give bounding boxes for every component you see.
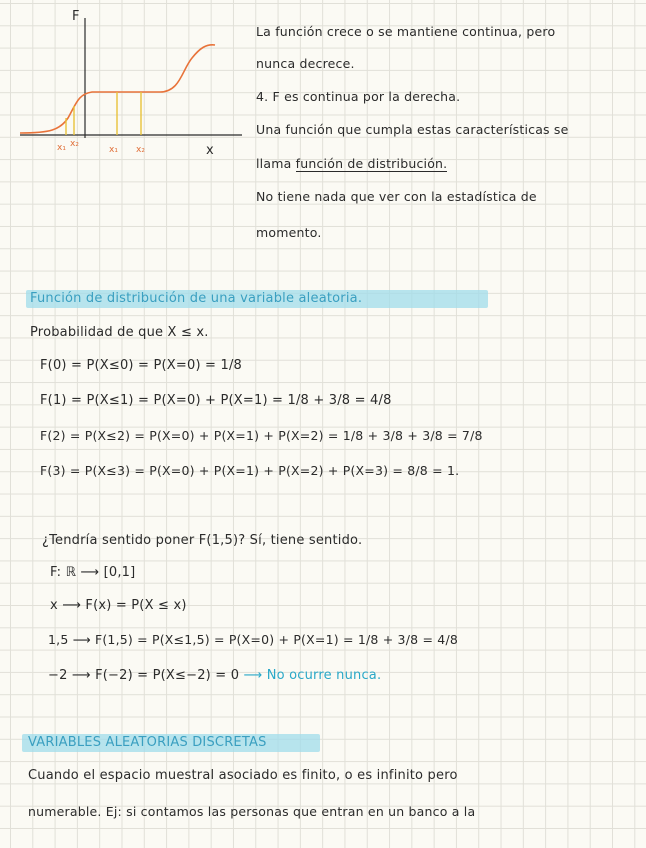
distribution-graph	[10, 0, 250, 170]
graph-x-label: x₂	[70, 139, 79, 149]
example-main: −2 ⟶ F(−2) = P(X≤−2) = 0	[48, 668, 240, 683]
section1-title: Función de distribución de una variable aleatoria.	[30, 291, 363, 306]
formula-f0: F(0) = P(X≤0) = P(X=0) = 1/8	[40, 358, 242, 373]
graph-y-axis-label: F	[72, 9, 80, 24]
section2-title: VARIABLES ALEATORIAS DISCRETAS	[28, 735, 267, 750]
intro-line: momento.	[256, 225, 322, 240]
intro-line: Una función que cumpla estas características se	[256, 122, 569, 137]
example-note: ⟶ No ocurre nunca.	[239, 668, 382, 683]
example-line	[48, 668, 381, 684]
intro-line: nunca decrece.	[256, 56, 355, 71]
intro-line-prefix: llama	[256, 156, 296, 171]
graph-x-label: x₁	[109, 145, 118, 155]
question-line: ¿Tendría sentido poner F(1,5)? Sí, tiene sentido.	[42, 533, 363, 548]
mapping-line: x ⟶ F(x) = P(X ≤ x)	[50, 598, 187, 613]
body-line: Cuando el espacio muestral asociado es finito, o es infinito pero	[28, 768, 458, 783]
intro-line: 4. F es continua por la derecha.	[256, 89, 461, 104]
mapping-line: F: ℝ ⟶ [0,1]	[50, 565, 136, 580]
formula-f1: F(1) = P(X≤1) = P(X=0) + P(X=1) = 1/8 + 3/8 = 4/8	[40, 393, 392, 408]
graph-x-label: x₁	[57, 143, 66, 153]
intro-line	[256, 156, 447, 172]
formula-f2: F(2) = P(X≤2) = P(X=0) + P(X=1) + P(X=2) = 1/8 + 3/8 + 3/8 = 7/8	[40, 428, 483, 443]
distribution-function-term: función de distribución.	[295, 156, 448, 171]
body-line: numerable. Ej: si contamos las personas que entran en un banco a la	[28, 804, 476, 819]
probability-line: Probabilidad de que X ≤ x.	[30, 325, 209, 340]
graph-x-axis-label: x	[206, 143, 214, 158]
intro-line: La función crece o se mantiene continua, pero	[256, 24, 556, 39]
formula-f3: F(3) = P(X≤3) = P(X=0) + P(X=1) + P(X=2) + P(X=3) = 8/8 = 1.	[40, 463, 460, 478]
graph-x-label: x₂	[136, 145, 145, 155]
intro-line: No tiene nada que ver con la estadística de	[256, 189, 537, 204]
example-line: 1,5 ⟶ F(1,5) = P(X≤1,5) = P(X=0) + P(X=1) = 1/8 + 3/8 = 4/8	[48, 632, 459, 647]
